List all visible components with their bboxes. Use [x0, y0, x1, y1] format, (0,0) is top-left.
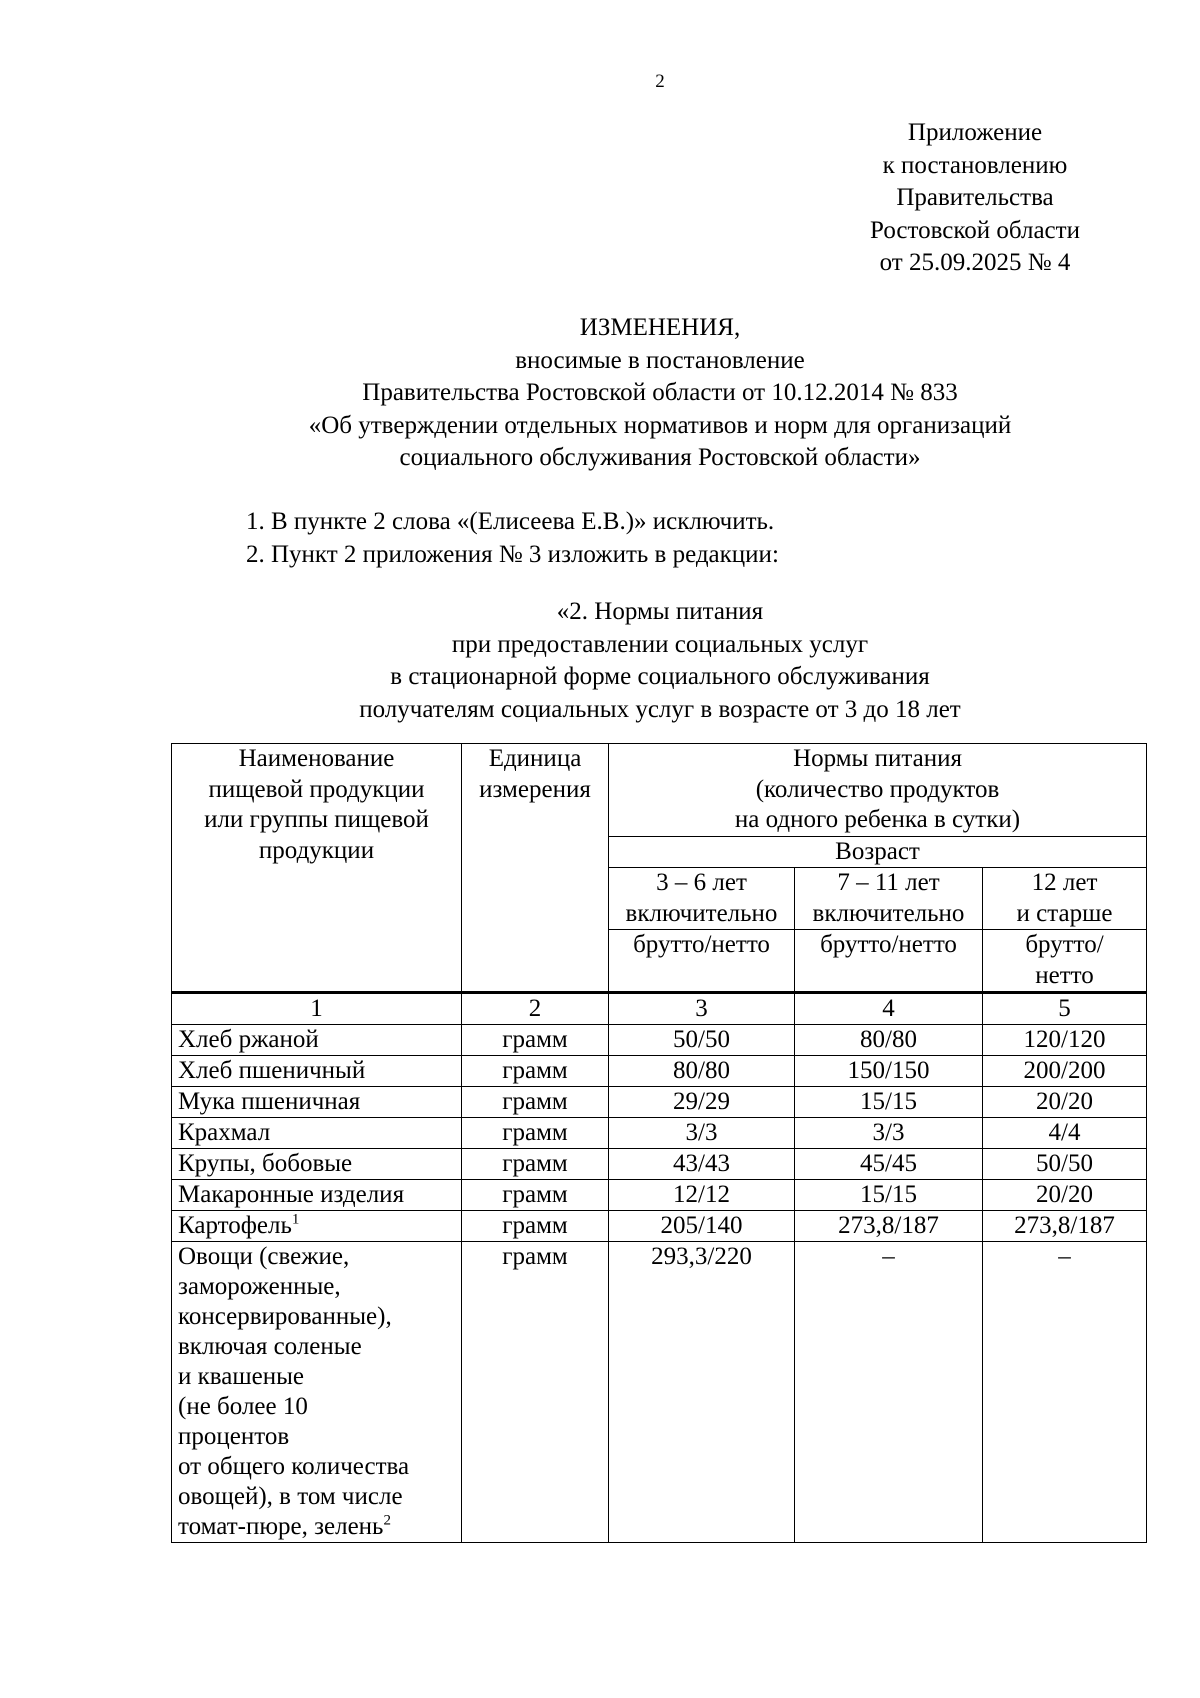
- unit-cell: грамм: [462, 1180, 609, 1211]
- product-name: [172, 1211, 462, 1242]
- product-name-line: (не более 10: [178, 1393, 308, 1420]
- column-number: 1: [172, 993, 462, 1025]
- header-age: Возраст: [609, 836, 1147, 868]
- value-cell: 80/80: [609, 1056, 795, 1087]
- product-name-line: включая соленые: [178, 1333, 362, 1360]
- footnote-mark: 1: [291, 1211, 300, 1228]
- header-text: Наименование: [238, 745, 395, 772]
- product-name-line: от общего количества: [178, 1453, 410, 1480]
- table-row: [172, 1149, 1147, 1180]
- value-cell: 45/45: [795, 1149, 983, 1180]
- value-cell: 200/200: [983, 1056, 1147, 1087]
- product-name-text: Картофель: [178, 1212, 292, 1239]
- header-measure: [795, 930, 983, 993]
- value-cell: 205/140: [609, 1211, 795, 1242]
- value-cell: 50/50: [983, 1149, 1147, 1180]
- header-text: включительно: [812, 899, 965, 927]
- product-name: Макаронные изделия: [172, 1180, 462, 1211]
- title-heading: ИЗМЕНЕНИЯ,: [579, 314, 741, 341]
- table-row: [172, 1242, 1147, 1543]
- product-name-line: процентов: [178, 1423, 290, 1450]
- section-title-line: при предоставлении социальных услуг: [451, 630, 869, 658]
- value-cell: 293,3/220: [609, 1242, 795, 1543]
- value-cell: 3/3: [609, 1118, 795, 1149]
- header-row: [172, 744, 1147, 837]
- appendix-line: Приложение: [907, 119, 1043, 146]
- product-name: Крупы, бобовые: [172, 1149, 462, 1180]
- header-text: нетто: [1035, 961, 1094, 989]
- value-cell: 50/50: [609, 1025, 795, 1056]
- header-text: Единица: [488, 745, 582, 772]
- header-text: Нормы питания: [793, 745, 962, 772]
- section-title: [180, 596, 1140, 726]
- header-product-name: [172, 744, 462, 993]
- product-name-line: и квашеные: [178, 1363, 304, 1390]
- title-line: «Об утверждении отдельных нормативов и норм для организаций: [308, 411, 1012, 439]
- header-text: брутто/нетто: [633, 931, 770, 958]
- header-text: или группы пищевой: [204, 806, 429, 833]
- header-measure: [983, 930, 1147, 993]
- value-cell: 3/3: [795, 1118, 983, 1149]
- unit-cell: грамм: [462, 1056, 609, 1087]
- product-name-line: Овощи (свежие,: [178, 1243, 350, 1270]
- product-name-line: [178, 1512, 457, 1542]
- value-cell: 80/80: [795, 1025, 983, 1056]
- header-norms: [609, 744, 1147, 837]
- header-text: 7 – 11 лет: [837, 869, 940, 896]
- title-line: вносимые в постановление: [515, 346, 805, 374]
- appendix-line: от 25.09.2025 № 4: [879, 249, 1071, 276]
- column-number-row: [172, 993, 1147, 1025]
- appendix-line: Правительства: [896, 184, 1054, 211]
- value-cell: –: [983, 1242, 1147, 1543]
- header-age-group: [795, 868, 983, 930]
- product-name-text: томат-пюре, зелень: [178, 1513, 384, 1540]
- header-text: и старше: [1016, 899, 1113, 927]
- unit-cell: грамм: [462, 1211, 609, 1242]
- product-name: Хлеб пшеничный: [172, 1056, 462, 1087]
- header-text: продукции: [258, 836, 375, 864]
- section-title-line: в стационарной форме социального обслуживания: [390, 663, 930, 690]
- page-number: 2: [655, 71, 665, 92]
- header-text: брутто/нетто: [820, 931, 957, 958]
- value-cell: –: [795, 1242, 983, 1543]
- appendix-line: к постановлению: [882, 151, 1068, 179]
- appendix-block: [830, 117, 1120, 280]
- product-name-line: замороженные,: [178, 1273, 341, 1300]
- section-title-line: «2. Нормы питания: [556, 598, 764, 625]
- header-age-group: [609, 868, 795, 930]
- header-age-group: [983, 868, 1147, 930]
- product-name: Хлеб ржаной: [172, 1025, 462, 1056]
- table-row: [172, 1211, 1147, 1242]
- product-name-line: овощей), в том числе: [178, 1483, 403, 1510]
- amendment-item: 1. В пункте 2 слова «(Елисеева Е.В.)» исключить.: [246, 508, 775, 535]
- unit-cell: грамм: [462, 1242, 609, 1543]
- table-row: [172, 1056, 1147, 1087]
- table-row: [172, 1180, 1147, 1211]
- unit-cell: грамм: [462, 1118, 609, 1149]
- appendix-line: Ростовской области: [870, 216, 1080, 244]
- header-text: измерения: [479, 775, 591, 803]
- value-cell: 43/43: [609, 1149, 795, 1180]
- product-name-line: консервированные),: [178, 1303, 392, 1330]
- product-name: Крахмал: [172, 1118, 462, 1149]
- header-text: пищевой продукции: [208, 775, 425, 803]
- amendment-item: 2. Пункт 2 приложения № 3 изложить в редакции:: [246, 540, 779, 568]
- value-cell: 29/29: [609, 1087, 795, 1118]
- value-cell: 20/20: [983, 1087, 1147, 1118]
- header-unit: [462, 744, 609, 993]
- section-title-line: получателям социальных услуг в возрасте от 3 до 18 лет: [359, 695, 961, 723]
- header-text: на одного ребенка в сутки): [734, 806, 1021, 833]
- nutrition-norms-table: [171, 743, 1147, 1543]
- header-text: 3 – 6 лет: [656, 869, 747, 896]
- table-row: [172, 1118, 1147, 1149]
- value-cell: 150/150: [795, 1056, 983, 1087]
- column-number: 3: [609, 993, 795, 1025]
- value-cell: 12/12: [609, 1180, 795, 1211]
- value-cell: 15/15: [795, 1180, 983, 1211]
- table-row: [172, 1025, 1147, 1056]
- header-text: (количество продуктов: [755, 775, 1000, 803]
- value-cell: 273,8/187: [795, 1211, 983, 1242]
- unit-cell: грамм: [462, 1149, 609, 1180]
- header-text: 12 лет: [1031, 869, 1098, 896]
- column-number: 4: [795, 993, 983, 1025]
- value-cell: 20/20: [983, 1180, 1147, 1211]
- document-title: [180, 312, 1140, 475]
- value-cell: 273,8/187: [983, 1211, 1147, 1242]
- product-name: [172, 1242, 462, 1543]
- header-text: брутто/: [1025, 931, 1104, 958]
- value-cell: 15/15: [795, 1087, 983, 1118]
- table-row: [172, 1087, 1147, 1118]
- column-number: 5: [983, 993, 1147, 1025]
- unit-cell: грамм: [462, 1025, 609, 1056]
- product-name: Мука пшеничная: [172, 1087, 462, 1118]
- title-line: социального обслуживания Ростовской области»: [399, 444, 921, 471]
- header-measure: [609, 930, 795, 993]
- value-cell: 120/120: [983, 1025, 1147, 1056]
- footnote-mark: 2: [383, 1512, 391, 1529]
- unit-cell: грамм: [462, 1087, 609, 1118]
- amendment-items: [246, 506, 1146, 571]
- column-number: 2: [462, 993, 609, 1025]
- header-text: включительно: [625, 899, 778, 927]
- title-line: Правительства Ростовской области от 10.12.2014 № 833: [362, 379, 958, 406]
- value-cell: 4/4: [983, 1118, 1147, 1149]
